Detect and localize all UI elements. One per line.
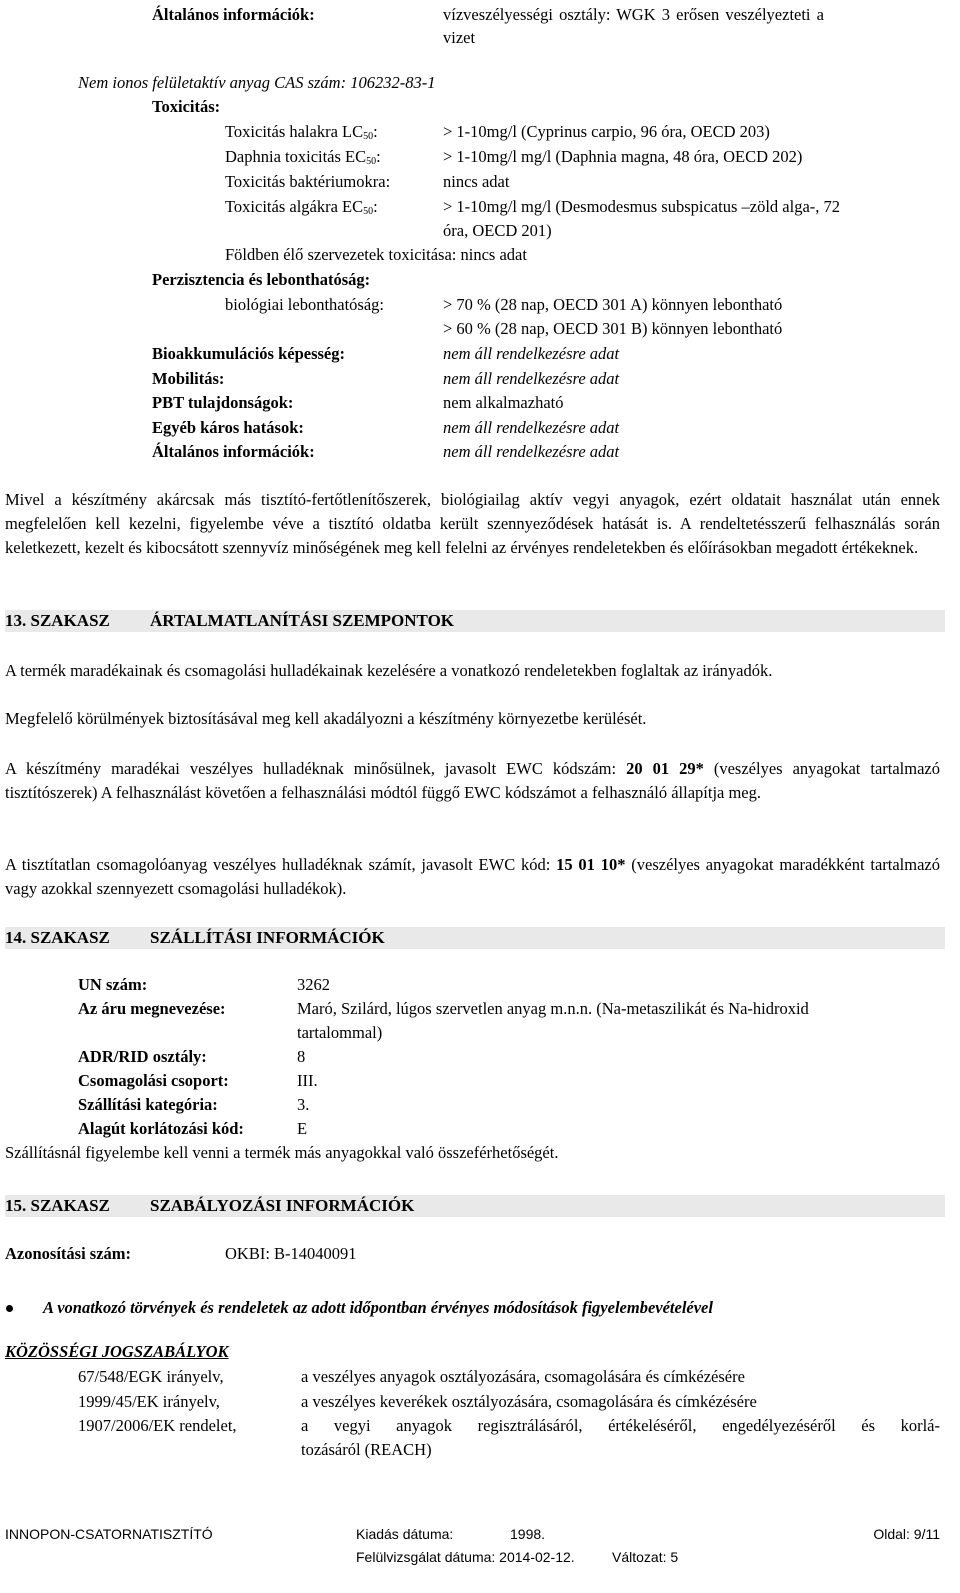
tunnel-code-label: Alagút korlátozási kód: — [78, 1119, 244, 1138]
soil-toxicity-line: Földben élő szervezetek toxicitása: nincs adat — [225, 245, 527, 264]
packing-group-label: Csomagolási csoport: — [78, 1071, 229, 1090]
section-14-number: 14. SZAKASZ — [5, 928, 110, 947]
goods-name-value-cont: tartalommal) — [297, 1023, 383, 1042]
bacteria-toxicity-label: Toxicitás baktériumokra: — [225, 172, 391, 191]
law-ref: 1999/45/EK irányelv, — [78, 1392, 220, 1411]
identification-value: OKBI: B-14040091 — [225, 1244, 357, 1263]
surfactant-heading: Nem ionos felületaktív anyag CAS szám: 106232-83-1 — [78, 73, 436, 92]
section-14-title: SZÁLLÍTÁSI INFORMÁCIÓK — [150, 928, 385, 947]
algae-toxicity-label: Toxicitás algákra $EC_{50}$: — [225, 197, 378, 217]
footer-issue-value: 1998. — [510, 1526, 546, 1542]
general-info-value: vízveszélyességi osztály: WGK 3 erősen veszélyezteti a — [443, 5, 824, 24]
algae-toxicity-value: > 1-10mg/l mg/l (Desmodesmus subspicatus –zöld alga-, 72 — [443, 197, 841, 216]
other-effects-label: Egyéb káros hatások: — [152, 418, 304, 437]
footer-page-number: Oldal: 9/11 — [873, 1526, 940, 1542]
eu-legislation-heading: KÖZÖSSÉGI JOGSZABÁLYOK — [5, 1342, 229, 1361]
bullet-icon — [6, 1305, 13, 1312]
mobility-value: nem áll rendelkezésre adat — [443, 369, 620, 388]
un-number-label: UN szám: — [78, 975, 148, 994]
section-13-p2: Megfelelő körülmények biztosításával meg kell akadályozni a készítmény környezetbe kerülését. — [5, 709, 647, 728]
bioaccumulation-value: nem áll rendelkezésre adat — [443, 344, 620, 363]
fish-toxicity-value: > 1-10mg/l (Cyprinus carpio, 96 óra, OECD 203) — [443, 122, 770, 141]
footer-review-date: Felülvizsgálat dátuma: 2014-02-12. — [356, 1549, 575, 1565]
algae-toxicity-value-cont: óra, OECD 201) — [443, 221, 552, 240]
biodegradability-value-2: > 60 % (28 nap, OECD 301 B) könnyen lebontható — [443, 319, 783, 338]
law-desc-cont: tozásáról (REACH) — [301, 1440, 432, 1459]
biodegradability-label: biológiai lebonthatóság: — [225, 295, 385, 314]
fish-toxicity-label: Toxicitás halakra $LC_{50}$: — [225, 122, 378, 142]
un-number-value: 3262 — [297, 975, 330, 994]
section-13-title: ÁRTALMATLANÍTÁSI SZEMPONTOK — [150, 611, 455, 630]
section-13-p4: A tisztítatlan csomagolóanyag veszélyes hulladéknak számít, javasolt EWC kód: 15 01 10* (veszélyes anyagokat maradékként tartalmazó vagy azokkal szennyezett csomagolási hulladékok). — [5, 855, 940, 898]
toxicity-heading: Toxicitás: — [152, 97, 221, 116]
adr-class-value: 8 — [297, 1047, 306, 1066]
pbt-value: nem alkalmazható — [443, 393, 564, 412]
law-ref: 1907/2006/EK rendelet, — [78, 1416, 237, 1435]
daphnia-toxicity-label: Daphnia toxicitás $EC_{50}$: — [225, 147, 381, 167]
law-desc: a veszélyes keverékek osztályozására, csomagolására és címkézésére — [301, 1392, 757, 1411]
section-14-header — [5, 927, 945, 949]
goods-name-value: Maró, Szilárd, lúgos szervetlen anyag m.n.n. (Na-metaszilikát és Na-hidroxid — [297, 999, 809, 1018]
transport-note: Szállításnál figyelembe kell venni a termék más anyagokkal való összeférhetőségét. — [5, 1143, 559, 1162]
footer-product-name: INNOPON-CSATORNATISZTÍTÓ — [5, 1526, 213, 1542]
law-desc: a vegyi anyagok regisztrálásáról, értékeléséről, engedélyezéséről és korlá- — [301, 1416, 940, 1435]
general-info-2-label: Általános információk: — [152, 442, 315, 461]
section-13-p1: A termék maradékainak és csomagolási hulladékainak kezelésére a vonatkozó rendeletekben foglaltak az irányadók. — [5, 661, 773, 680]
biodegradability-value: > 70 % (28 nap, OECD 301 A) könnyen lebontható — [443, 295, 783, 314]
other-effects-value: nem áll rendelkezésre adat — [443, 418, 620, 437]
mobility-label: Mobilitás: — [152, 369, 225, 388]
bioaccumulation-label: Bioakkumulációs képesség: — [152, 344, 345, 363]
general-info-2-value: nem áll rendelkezésre adat — [443, 442, 620, 461]
goods-name-label: Az áru megnevezése: — [78, 999, 226, 1018]
identification-label: Azonosítási szám: — [5, 1244, 132, 1263]
bacteria-toxicity-value: nincs adat — [443, 172, 510, 191]
section-15-header — [5, 1195, 945, 1217]
packing-group-value: III. — [297, 1071, 318, 1090]
law-ref: 67/548/EGK irányelv, — [78, 1367, 224, 1386]
regulations-bullet-text: A vonatkozó törvények és rendeletek az adott időpontban érvényes módosítások figyelembevételével — [43, 1298, 713, 1317]
wastewater-paragraph: Mivel a készítmény akárcsak más tisztító-fertőtlenítőszerek, biológiailag aktív vegyi anyagok, ezért oldatait használat után ennek megfelelően kell kezelni, figyelembe véve a tisztító oldatba került szennyeződések hatását is. A rendeltetésszerű felhasználás során keletkezett, kezelt és kibocsátott szennyvíz minőségének meg kell felelni az érvényes rendeletekben és előírásokban megadott értékeknek. — [5, 490, 940, 557]
section-15-title: SZABÁLYOZÁSI INFORMÁCIÓK — [150, 1196, 415, 1215]
general-info-label: Általános információk: — [152, 5, 315, 24]
adr-class-label: ADR/RID osztály: — [78, 1047, 207, 1066]
footer-version: Változat: 5 — [612, 1549, 679, 1565]
footer-issue-label: Kiadás dátuma: — [356, 1526, 454, 1542]
transport-category-label: Szállítási kategória: — [78, 1095, 218, 1114]
section-13-p3: A készítmény maradékai veszélyes hulladéknak minősülnek, javasolt EWC kódszám: 20 01 29* (veszélyes anyagokat tartalmazó tisztítószerek) A felhasználást követően a felhasználási módtól függő EWC kódszámot a felhasználó állapítja meg. — [5, 759, 940, 802]
section-15-number: 15. SZAKASZ — [5, 1196, 110, 1215]
general-info-value-cont: vizet — [443, 28, 476, 47]
transport-category-value: 3. — [297, 1095, 310, 1114]
section-13-header — [5, 610, 945, 632]
daphnia-toxicity-value: > 1-10mg/l mg/l (Daphnia magna, 48 óra, OECD 202) — [443, 147, 803, 166]
law-desc: a veszélyes anyagok osztályozására, csomagolására és címkézésére — [301, 1367, 745, 1386]
pbt-label: PBT tulajdonságok: — [152, 393, 294, 412]
persistence-heading: Perzisztencia és lebonthatóság: — [152, 270, 371, 289]
section-13-number: 13. SZAKASZ — [5, 611, 110, 630]
tunnel-code-value: E — [297, 1119, 308, 1138]
